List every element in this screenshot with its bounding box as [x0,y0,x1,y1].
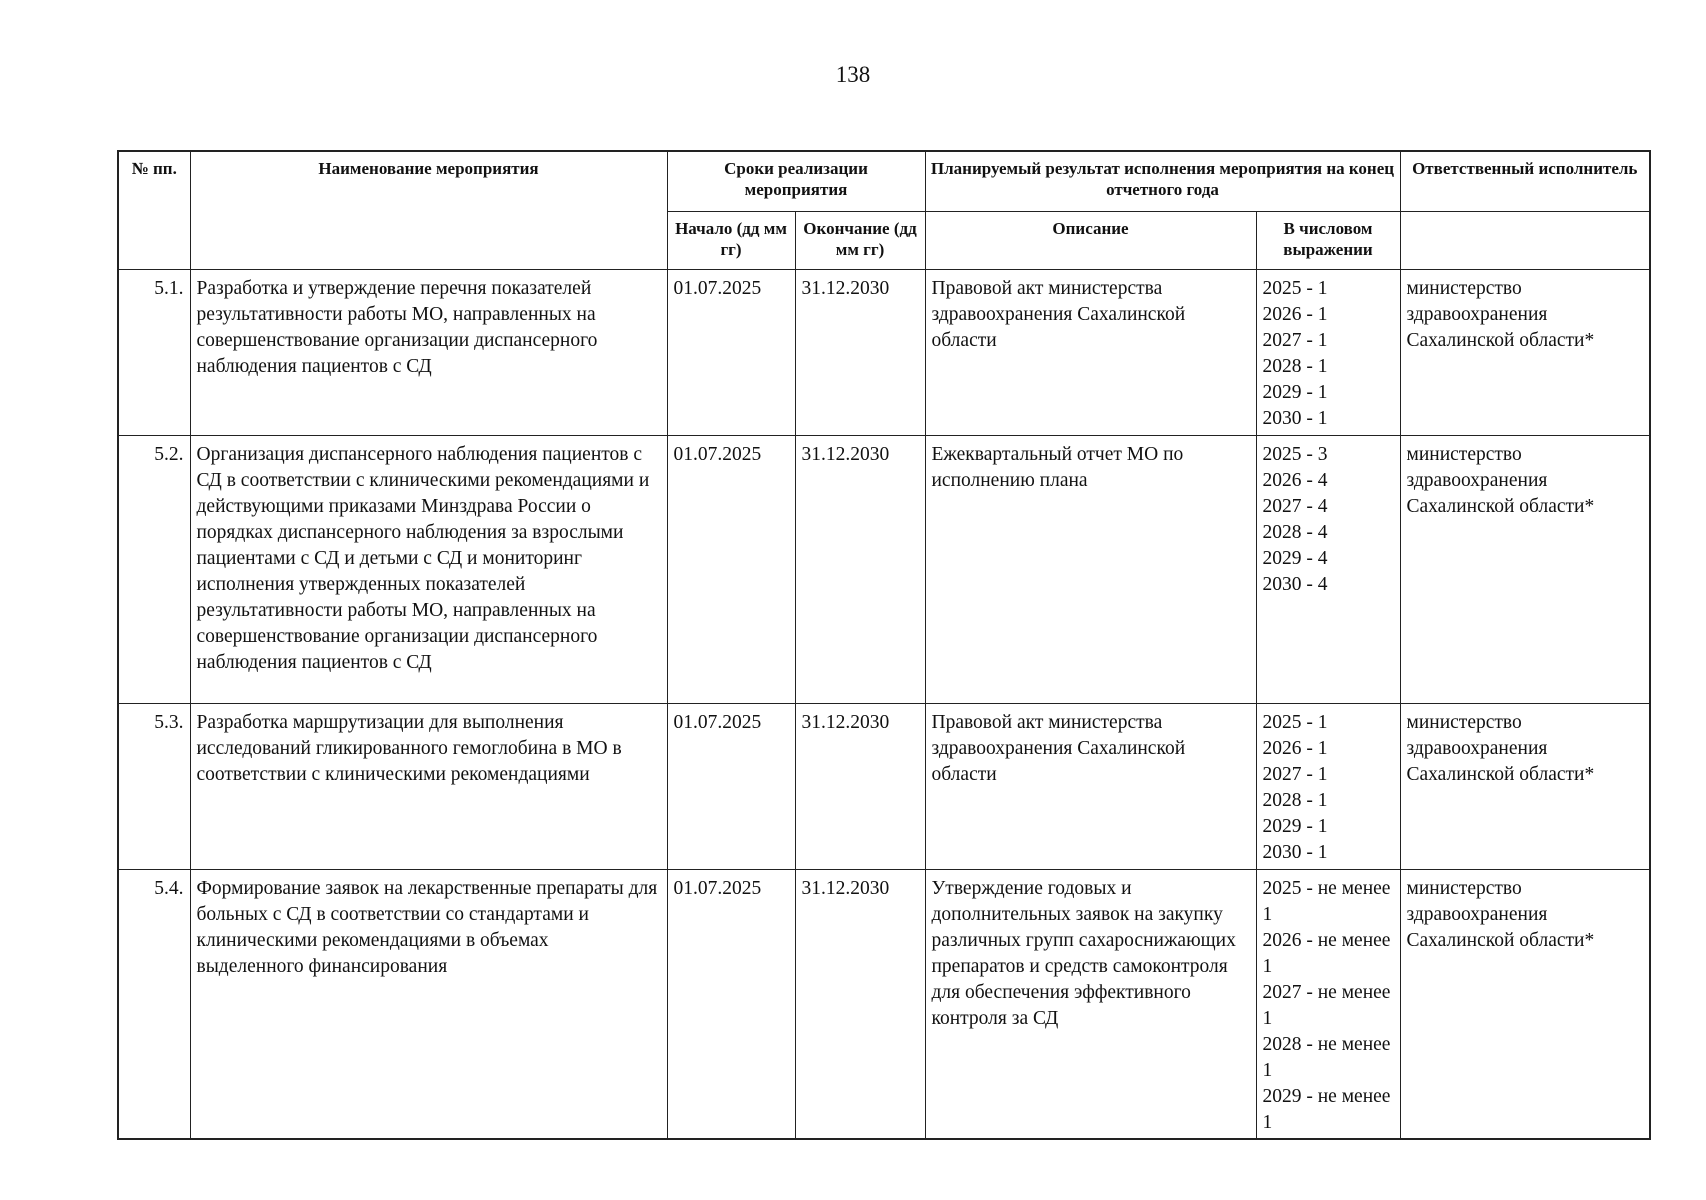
header-result-group: Планируемый результат исполнения мероприятия на конец отчетного года [925,151,1400,211]
table-header [118,151,1650,269]
header-num: № пп. [118,151,190,269]
header-responsible-empty [1400,211,1650,269]
row-num: 5.2. [118,435,190,703]
row-description: Утверждение годовых и дополнительных заявок на закупку различных групп сахароснижающих препаратов и средств самоконтроля для обеспечения эффективного контроля за СД [925,869,1256,1139]
row-description: Правовой акт министерства здравоохранения Сахалинской области [925,703,1256,869]
table-row [118,869,1650,1139]
value-line: 2030 - 1 [1262,407,1328,429]
value-line: 2026 - не менее 1 [1262,929,1391,977]
value-line: 2025 - не менее 1 [1262,877,1391,925]
value-line: 2026 - 4 [1262,469,1328,491]
value-line: 2026 - 1 [1262,303,1328,325]
row-responsible: министерство здравоохранения Сахалинской области* [1400,703,1650,869]
value-line: 2025 - 3 [1262,443,1328,465]
table-row [118,435,1650,703]
header-dates-group: Сроки реализации мероприятия [667,151,925,211]
value-line: 2029 - не менее 1 [1262,1085,1391,1133]
value-line: 2026 - 1 [1262,737,1328,759]
row-values [1256,703,1400,869]
row-start: 01.07.2025 [667,269,795,435]
header-responsible: Ответственный исполнитель [1400,151,1650,211]
header-description: Описание [925,211,1256,269]
table-row [118,269,1650,435]
value-line: 2027 - 1 [1262,763,1328,785]
row-name: Разработка маршрутизации для выполнения исследований гликированного гемоглобина в МО в соответствии с клиническими рекомендациями [190,703,667,869]
row-responsible: министерство здравоохранения Сахалинской области* [1400,435,1650,703]
row-end: 31.12.2030 [795,703,925,869]
value-line: 2025 - 1 [1262,711,1328,733]
value-line: 2029 - 1 [1262,815,1328,837]
value-line: 2027 - 4 [1262,495,1328,517]
value-line: 2029 - 1 [1262,381,1328,403]
row-start: 01.07.2025 [667,869,795,1139]
row-num: 5.3. [118,703,190,869]
table-body [118,269,1650,1139]
header-numeric: В числовом выражении [1256,211,1400,269]
action-plan-table [117,150,1651,1140]
value-line: 2025 - 1 [1262,277,1328,299]
row-name: Организация диспансерного наблюдения пациентов с СД в соответствии с клиническими рекомендациями и действующими приказами Минздрава России о порядках диспансерного наблюдения за взрослыми пациентами с СД и детьми с СД и мониторинг исполнения утвержденных показателей результативности работы МО, направленных на совершенствование организации диспансерного наблюдения пациентов с СД [190,435,667,703]
value-line: 2028 - не менее 1 [1262,1033,1391,1081]
row-values [1256,869,1400,1139]
row-num: 5.4. [118,869,190,1139]
row-values [1256,435,1400,703]
row-name: Формирование заявок на лекарственные препараты для больных с СД в соответствии со стандартами и клиническими рекомендациями в объемах выделенного финансирования [190,869,667,1139]
row-end: 31.12.2030 [795,435,925,703]
value-line: 2027 - 1 [1262,329,1328,351]
row-responsible: министерство здравоохранения Сахалинской области* [1400,869,1650,1139]
row-start: 01.07.2025 [667,435,795,703]
value-line: 2028 - 1 [1262,355,1328,377]
row-end: 31.12.2030 [795,269,925,435]
header-end: Окончание (дд мм гг) [795,211,925,269]
row-values [1256,269,1400,435]
value-line: 2027 - не менее 1 [1262,981,1391,1029]
row-name: Разработка и утверждение перечня показателей результативности работы МО, направленных на совершенствование организации диспансерного наблюдения пациентов с СД [190,269,667,435]
row-description: Ежеквартальный отчет МО по исполнению плана [925,435,1256,703]
value-line: 2028 - 1 [1262,789,1328,811]
header-name: Наименование мероприятия [190,151,667,269]
header-start: Начало (дд мм гг) [667,211,795,269]
row-num: 5.1. [118,269,190,435]
value-line: 2030 - 1 [1262,841,1328,863]
value-line: 2029 - 4 [1262,547,1328,569]
row-start: 01.07.2025 [667,703,795,869]
row-responsible: министерство здравоохранения Сахалинской области* [1400,269,1650,435]
value-line: 2030 - 4 [1262,573,1328,595]
row-description: Правовой акт министерства здравоохранения Сахалинской области [925,269,1256,435]
page-number: 138 [835,62,871,87]
row-end: 31.12.2030 [795,869,925,1139]
value-line: 2028 - 4 [1262,521,1328,543]
table-row [118,703,1650,869]
